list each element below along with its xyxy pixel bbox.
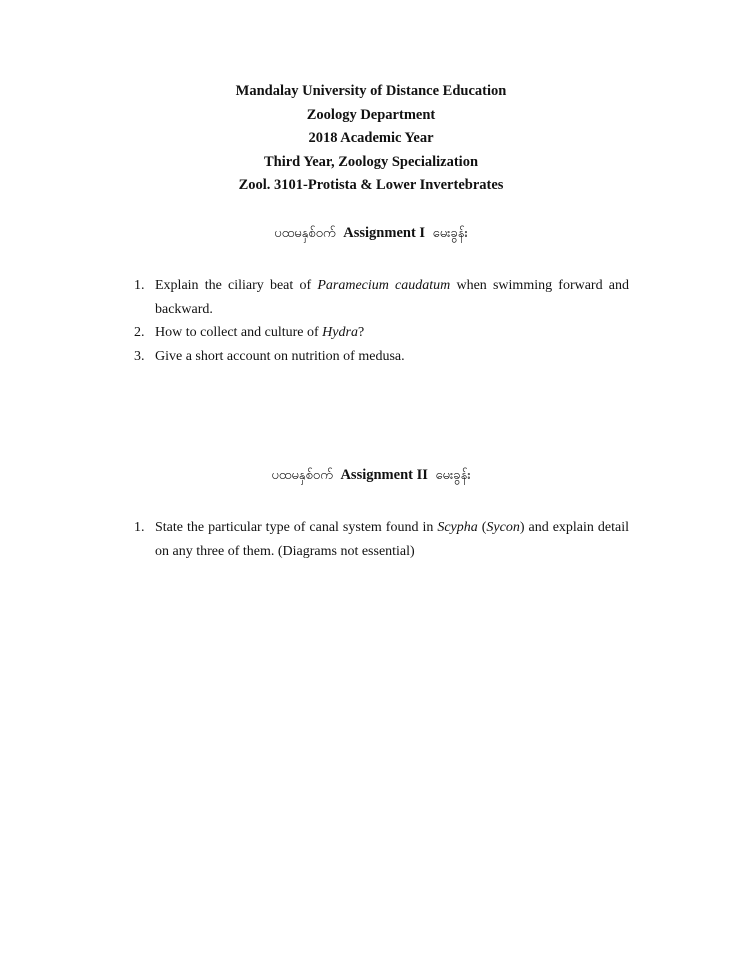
assignment-2-heading-prefix: ပထမနှစ်ဝက် (271, 468, 333, 483)
genus-name: Sycon (486, 520, 520, 535)
question-text: Explain the ciliary beat of (155, 278, 318, 293)
assignment-1-heading-prefix: ပထမနှစ်ဝက် (274, 226, 336, 241)
assignment-1-heading (0, 222, 742, 245)
question-number: 1. (134, 520, 145, 535)
question-item (134, 274, 629, 321)
species-name: Paramecium caudatum (317, 278, 451, 293)
year-specialization: Third Year, Zoology Specialization (263, 153, 479, 170)
question-text: when swimming forward and backward. (155, 278, 629, 317)
question-item (134, 345, 629, 369)
question-item (134, 516, 629, 563)
genus-name: Scypha (437, 520, 478, 535)
document-header (0, 80, 742, 198)
question-text: ? (357, 325, 365, 340)
course-title: Zool. 3101-Protista & Lower Invertebrates (238, 177, 504, 193)
question-text: State the particular type of canal system found in (155, 520, 438, 535)
university-name: Mandalay University of Distance Education (235, 83, 507, 99)
assignment-1-heading-suffix: မေးခွန်း (432, 226, 468, 241)
question-number: 2. (134, 325, 145, 340)
question-number: 1. (134, 278, 145, 293)
academic-year: 2018 Academic Year (308, 130, 434, 146)
question-item (134, 321, 629, 345)
assignment-2-question-list (134, 516, 629, 563)
question-text: Give a short account on nutrition of medusa. (155, 348, 405, 364)
assignment-2-heading-title: Assignment II (340, 467, 428, 483)
question-text: ) and explain detail on any three of them. (Diagrams not essential) (155, 520, 629, 559)
question-text: How to collect and culture of (155, 325, 323, 340)
assignment-1-question-list (134, 274, 629, 368)
assignment-1-heading-title: Assignment I (343, 225, 426, 241)
question-text: ( (477, 520, 487, 535)
question-number: 3. (134, 348, 145, 364)
genus-name: Hydra (322, 325, 358, 340)
department-name: Zoology Department (306, 106, 436, 123)
assignment-2-heading-suffix: မေးခွန်း (435, 468, 471, 483)
assignment-2-heading (0, 464, 742, 487)
